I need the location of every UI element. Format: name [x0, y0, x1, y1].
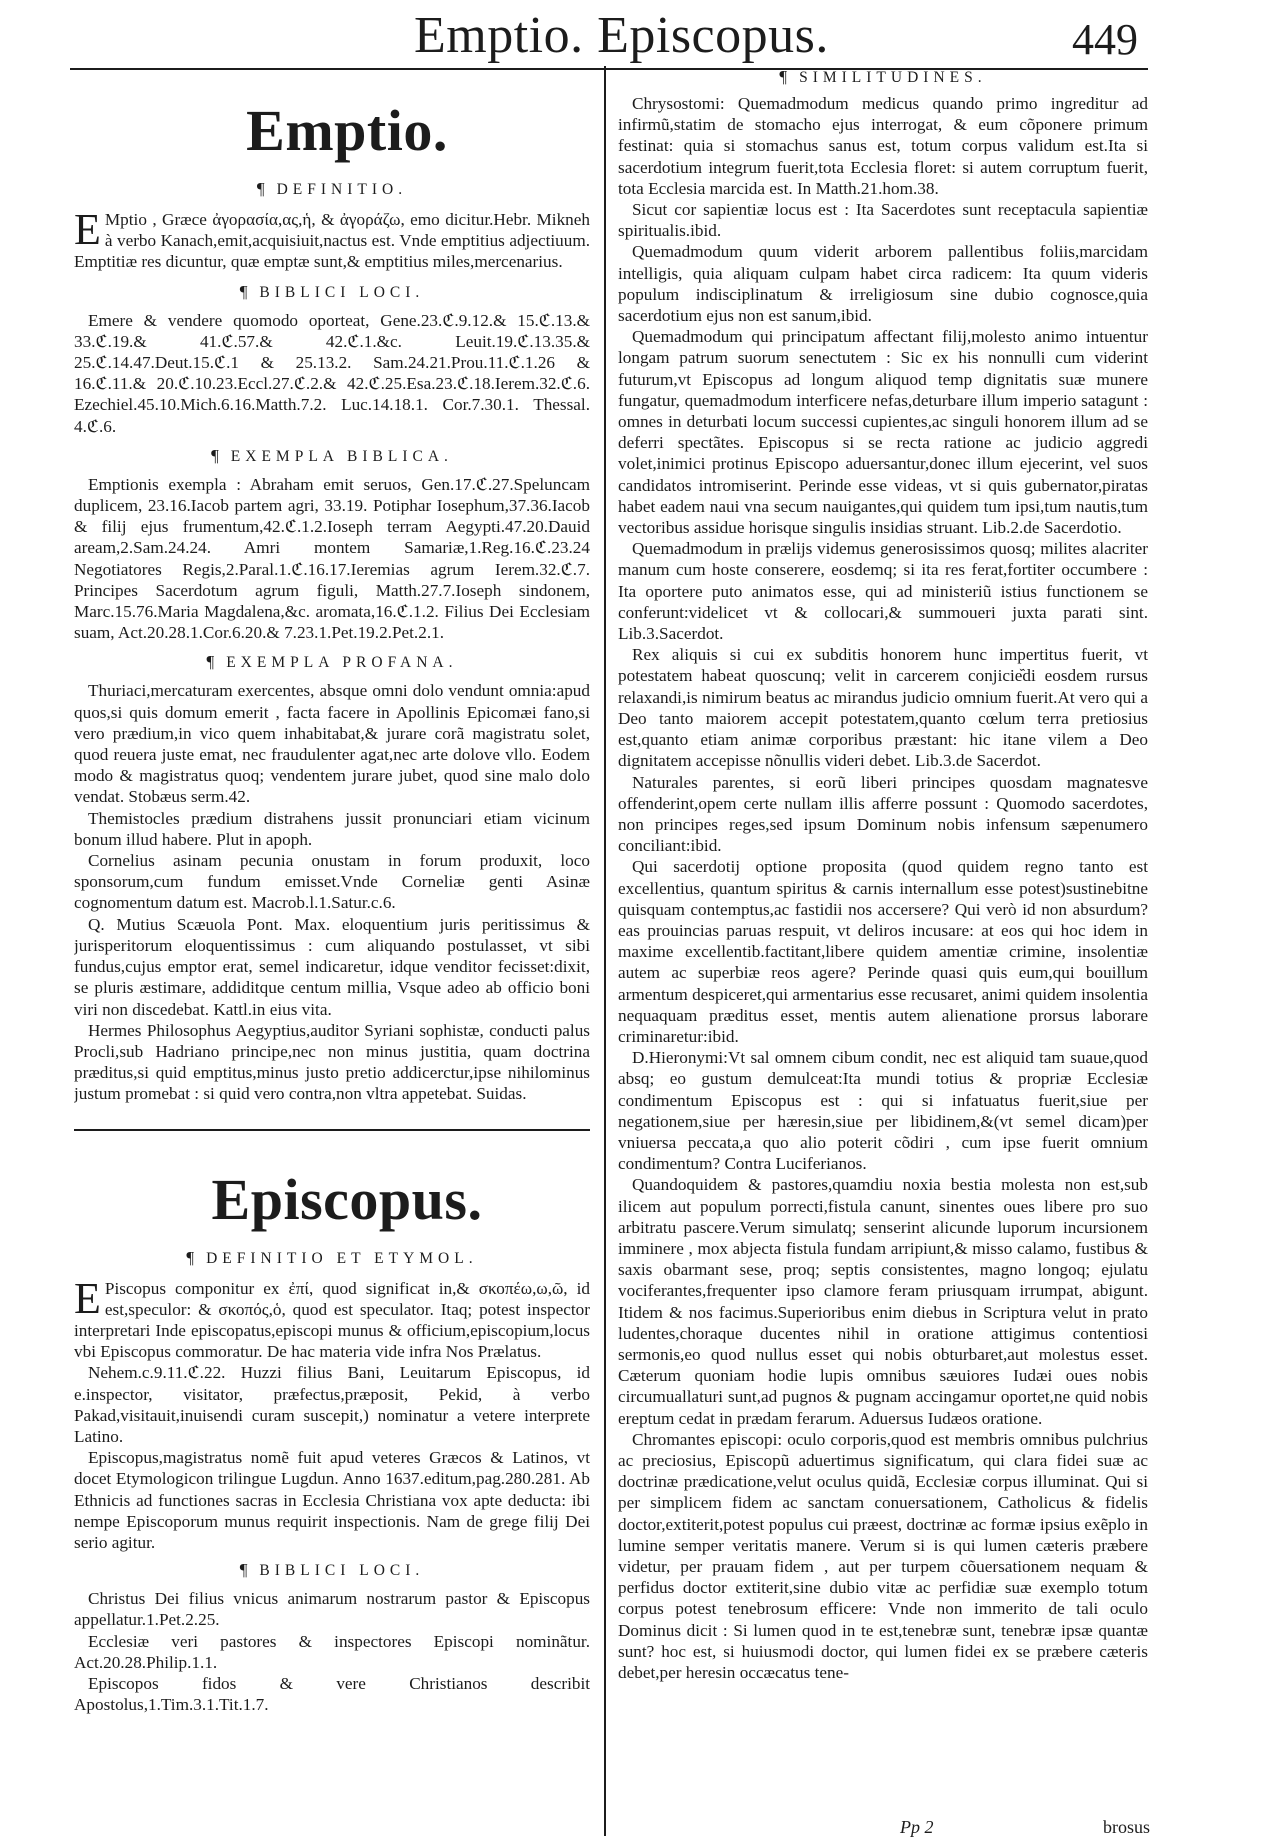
similitudo-paragraph-9: D.Hieronymi:Vt sal omnem cibum condit, nec est aliquid tam suaue,quod absq; eo gustum demulceat:Ita mundi totius & propriæ Ecclesiæ condimentum Episcopus est : qui si infatuatus fuerit,siue per negationem,siue per hæresin,siue per libidinem,&(vt semel dicam)per vniuersa peccata,a quo alio poterit cõdiri , cum ipse fuerit omnium condimentum? Contra Luciferianos.	[618, 1048, 1148, 1174]
running-head	[0, 6, 1276, 72]
section-heading-biblici-loci: ¶ BIBLICI LOCI.	[239, 281, 425, 301]
similitudo-paragraph-2: Sicut cor sapientiæ locus est : Ita Sacerdotes sunt receptacula sapientiæ spiritualis.ibid.	[618, 200, 1148, 241]
running-title: Emptio. Episcopus.	[414, 7, 829, 64]
profana-paragraph-3: Cornelius asinam pecunia onustam in forum produxit, loco sponsorum,cum fundum emisset.Vnde Corneliæ genti Asinæ cognomentum datum est. Macrob.l.1.Satur.c.6.	[74, 851, 590, 913]
pilcrow-icon: ¶	[239, 281, 248, 301]
section-heading-exempla-biblica: ¶ EXEMPLA BIBLICA.	[211, 445, 453, 465]
entry-title-emptio: Emptio.	[246, 98, 448, 163]
left-column	[74, 66, 590, 1842]
section-heading-similitudines: ¶ SIMILITUDINES.	[779, 67, 987, 86]
pilcrow-icon: ¶	[239, 1560, 248, 1580]
section-heading-biblici-loci-2: ¶ BIBLICI LOCI.	[239, 1560, 425, 1580]
biblici2-paragraph-1: Christus Dei filius vnicus animarum nostrarum pastor & Episcopus appellatur.1.Pet.2.25.	[74, 1589, 590, 1630]
etymol-paragraph-3: Episcopus,magistratus nomẽ fuit apud veteres Græcos & Latinos, vt docet Etymologicon trilingue Lugdun. Anno 1637.editum,pag.280.281. Ab Ethnicis ad functiones sacras in Ecclesia Christiana vox apte deducta: ibi nempe Episcoporum munus requirit inspectionis. Nam de grege filij Dei serio agitur.	[74, 1448, 590, 1552]
biblici2-paragraph-3: Episcopos fidos & vere Christianos describit Apostolus,1.Tim.3.1.Tit.1.7.	[74, 1673, 590, 1715]
catchword: brosus	[1102, 1817, 1150, 1837]
similitudo-paragraph-7: Naturales parentes, si eorũ liberi principes quosdam magnatesve offenderint,opem certe nullam illis afferre possunt : Quomodo sacerdotes, non principes reges,sed ipsum Dominum nobis infensum sæpenumero conciliant:ibid.	[618, 772, 1148, 856]
pilcrow-icon: ¶	[256, 179, 265, 198]
definitio-paragraph: E Mptio , Græce ἀγορασία,ας,ἡ, & ἀγοράζω, emo dicitur.Hebr. Mikneh à verbo Kanach,emit,acquisiuit,nactus est. Vnde emptitius adjectiuum. Emptitiæ res dicuntur, quæ emptæ sunt,& emptitius miles,mercenarius.	[74, 205, 590, 272]
drop-initial: E	[74, 205, 101, 254]
etymol-paragraph-1: E Piscopus componitur ex ἐπί, quod significat in,& σκοπέω,ω,ῶ, id est,speculor: & σκοπός,ὁ, quod est speculator. Itaq; potest inspector interpretari Inde episcopatus,episcopi munus & officium,episcopium,locus vbi Episcopus commoratur. De hac materia vide infra Nos Prælatus.	[74, 1273, 590, 1362]
drop-initial: E	[74, 1273, 101, 1323]
pilcrow-icon: ¶	[206, 652, 215, 672]
section-heading-definitio-etymol: ¶ DEFINITIO ET ETYMOL.	[186, 1247, 478, 1267]
page-footer	[900, 1814, 1150, 1840]
entry-divider	[74, 1129, 590, 1131]
pilcrow-icon: ¶	[186, 1247, 195, 1267]
profana-paragraph-2: Themistocles prædium distrahens jussit pronunciari etiam vicinum bonum illud habere. Plut in apoph.	[74, 808, 590, 849]
profana-paragraph-5: Hermes Philosophus Aegyptius,auditor Syriani sophistæ, conducti palus Procli,sub Hadriano principe,nec non minus justitia, quam doctrina præditus,si quid emptitus,minus justo pretio addicerctur,ipse nihilominus justum promebat : si quid vero contra,non vltra appetebat. Suidas.	[74, 1020, 590, 1104]
section-heading-definitio: ¶ DEFINITIO.	[256, 179, 408, 198]
similitudo-paragraph-10: Quandoquidem & pastores,quamdiu noxia bestia molesta non est,sub ilicem aut populum porrecti,fistula canunt, sinentes oues libere pro suo arbitratu pascere.Verum simulatq; senserint alicunde luporum incursionem imminere , mox abjecta fistula fundam arripiunt,& misso calamo, fustibus & saxis obarmant sese, proq; septis consistentes, magno longoq; ejulatu vociferantes,frequenter ipso clamore feram priusquam irrumpat, abigunt. Itidem & nos facimus.Superioribus enim diebus in Scriptura velut in prato ludentes,choraque ducentes nihil in oratione attigimus contentiosi sermonis,eo quod nullus esset qui nobis obturbaret,aut molestus esset. Cæterum quoniam hodie lupis omnibus sæuiores Iudæi oues nobis circumuallaturi sunt,ad pugnos & pugnam accingamur oportet,ne quid nobis ereptum cedat in prædam ferarum. Aduersus Iudæos oratione.	[618, 1175, 1148, 1428]
section-heading-exempla-profana: ¶ EXEMPLA PROFANA.	[206, 652, 458, 672]
similitudo-paragraph-1: Chrysostomi: Quemadmodum medicus quando primo ingreditur ad infirmũ,statim de stomacho ejus interrogat, & eum cõponere primum festinat: quia si stomachus sanus est, totum corpus validum est.Ita si sacerdotium integrum fuerit,tota Ecclesia floret: si autem corruptum fuerit, tota Ecclesia marcida est. In Matth.21.hom.38.	[618, 94, 1148, 198]
biblici2-paragraph-2: Ecclesiæ veri pastores & inspectores Episcopi nominãtur. Act.20.28.Philip.1.1.	[74, 1631, 590, 1672]
exempla-biblica-paragraph: Emptionis exempla : Abraham emit seruos, Gen.17.ℭ.27.Speluncam duplicem, 23.16.Iacob partem agri, 33.19. Potiphar Iosephum,37.36.Iacob & filij ejus frumentum,42.ℭ.1.2.Ioseph terram Aegypti.47.20.Dauid aream,2.Sam.24.24. Amri montem Samariæ,1.Reg.16.ℭ.23.24 Negotiatores Regis,2.Paral.1.ℭ.16.17.Ieremias agrum Ierem.32.ℭ.7. Principes Sacerdotum agrum figuli, Matth.27.7.Ioseph sindonem, Marc.15.76.Maria Magdalena,&c. aromata,16.ℭ.1.2. Filius Dei Ecclesiam suam, Act.20.28.1.Cor.6.20.& 7.23.1.Pet.19.2.Pet.2.1.	[74, 474, 590, 643]
similitudo-paragraph-6: Rex aliquis si cui ex subditis honorem hunc impertitus fuerit, vt potestatem habeat quoscunq; velit in carcerem conjicie᷈di eosdem rursus relaxandi,is nimirum beatus ac mirandus judicio omnium fuerit.At vero qui a Deo tanto maiorem accepit potestatem,quanto cœlum terra pretiosius est,quanto etiam animæ corporibus præstant: hic itane vilem a Deo dignitatem accepisse nõnullis videri debet. Lib.3.de Sacerdot.	[618, 645, 1148, 771]
similitudo-paragraph-5: Quemadmodum in prælijs videmus generosissimos quosq; milites alacriter manum cum hoste conserere, eosdemq; si ita res ferat,fortiter occumbere : Ita oportere puto animatos esse, qui ad ministeriũ istius functionem se conferunt:videlicet vt & collocari,& summoueri juxta parati sint. Lib.3.Sacerdot.	[618, 539, 1148, 644]
etymol-paragraph-2: Nehem.c.9.11.ℭ.22. Huzzi filius Bani, Leuitarum Episcopus, id e.inspector, visitator, præfectus,præposit, Pekid, à verbo Pakad,visitauit,inuisendi curam suscepit,) nominatur a vetere interprete Latino.	[74, 1363, 590, 1446]
entry-title-episcopus: Episcopus.	[211, 1166, 483, 1232]
biblici-loci-paragraph: Emere & vendere quomodo oporteat, Gene.23.ℭ.9.12.& 15.ℭ.13.& 33.ℭ.19.& 41.ℭ.57.& 42.ℭ.1.&c. Leuit.19.ℭ.13.35.& 25.ℭ.14.47.Deut.15.ℭ.1 & 25.13.2. Sam.24.21.Prou.11.ℭ.1.26 & 16.ℭ.11.& 20.ℭ.10.23.Eccl.27.ℭ.2.& 42.ℭ.25.Esa.23.ℭ.18.Ierem.32.ℭ.6. Ezechiel.45.10.Mich.6.16.Matth.7.2. Luc.14.18.1. Cor.7.30.1. Thessal. 4.ℭ.6.	[74, 310, 590, 436]
pilcrow-icon: ¶	[779, 67, 788, 86]
similitudo-paragraph-3: Quemadmodum quum viderit arborem pallentibus foliis,marcidam intelligis, quia aliquam culpam habet circa radicem: Ita quum videris populum indisciplinatum & irreligiosum sine dubio cognosce,quia sacerdotium ejus non est sanum,ibid.	[618, 242, 1148, 326]
profana-paragraph-1: Thuriaci,mercaturam exercentes, absque omni dolo vendunt omnia:apud quos,si quis domum emerit , facta facere in Apollinis Epicomæi fano,si vero prædium,in vico quem inhabitabat,& jurare corã magistratu solet, quod reuera juste emat, nec fraudulenter agat,nec arte dolove vllo. Eodem modo & magistratus quoq; vendentem jurare jubet, quod sine malo dolo vendat. Stobæus serm.42.	[74, 681, 590, 807]
profana-paragraph-4: Q. Mutius Scæuola Pont. Max. eloquentium juris peritissimus & jurisperitorum eloquentissimus : cum aliquando postulasset, vt sibi fundus,cujus emptor erat, semel indicaretur, idque venditor fecisset:dixit, se pluris æstimare, addiditque centum millia, Vsque adeo ab officio boni viri non discedebat. Kattl.in eius vita.	[74, 914, 590, 1019]
signature-mark: Pp 2	[900, 1817, 934, 1837]
similitudo-paragraph-8: Qui sacerdotij optione proposita (quod quidem regno tanto est excellentius, quantum spiritus & carnis internallum esse potest)sustinebitne quisquam contemptus,ac fastidii nos accersere? Qui verò id non absurdum? eas prouincias paruas respuit, vt deliros incusare: at eos qui hoc idem in maxime excellentib.factitant,libere quidem amentiæ crimine, insolentiæ autem ac superbiæ reos agere? Perinde quasi quis eum,qui bouillum armentum despiceret,qui armentarius esse recusaret, animi quidem insolentia nequaquam præditus esset, mentis autem alienatione prorsus laborare criminaretur:ibid.	[618, 857, 1148, 1046]
similitudo-paragraph-4: Quemadmodum qui principatum affectant filij,molesto animo intuentur longam patrum suorum senectutem : Sic ex his nonnulli cum viderint futurum,vt Episcopus ad longum aliquod temp dignitatis suæ munere fungatur, quemadmodum interficere nefas,deturbare illum imperio satagunt : omnes in deturbati locum successi cupientes,ac singuli honorem illum ad se deferri spectãtes. Episcopus si se recta ratione ac judicio aggredi volet,inimici protinus Episcopo aduersantur,donec illum ejecerint, vel suos candidatos intromiserint. Perinde esse videas, vt si quis gubernator,piratas habet eadem naui vna secum nauigantes,qui quidem tum ipsi,tum nautis,tum vectoribus assidue horisque singulis insidias struant. Lib.2.de Sacerdotio.	[618, 327, 1148, 538]
similitudo-paragraph-11: Chromantes episcopi: oculo corporis,quod est membris omnibus pulchrius ac preciosius, Episcopũ aduertimus significatum, qui clara fidei suæ ac doctrinæ prædicatione,velut oculus quidã, Ecclesiæ corpus illuminat. Qui si per simplicem fidem ac sanctam conuersationem, Catholicus & fidelis doctor,extiterit,potest populus cui præest, doctrinæ ac formæ ipsius exẽplo in lumine semper veritatis manere. Verum si is qui lumen cæteris præbere videtur, per prauam fidem , aut per turpem cõuersationem nequam & perfidus doctor extiterit,sine dubio vitæ ac perfidiæ suæ exemplo totum corpus potest tenebrosum efficere: Vnde non immerito de tali oculo Dominus dicit : Si lumen quod in te est,tenebræ sunt, tenebræ ipsæ quantæ sunt? hoc est, si huiusmodi doctor, qui lumen fidei ex se præbere cæteris debet,per heresin occæcatus tene-	[618, 1429, 1148, 1683]
pilcrow-icon: ¶	[211, 445, 219, 465]
page-number: 449	[1072, 15, 1138, 64]
column-divider	[604, 66, 606, 1836]
right-column	[618, 66, 1148, 1842]
